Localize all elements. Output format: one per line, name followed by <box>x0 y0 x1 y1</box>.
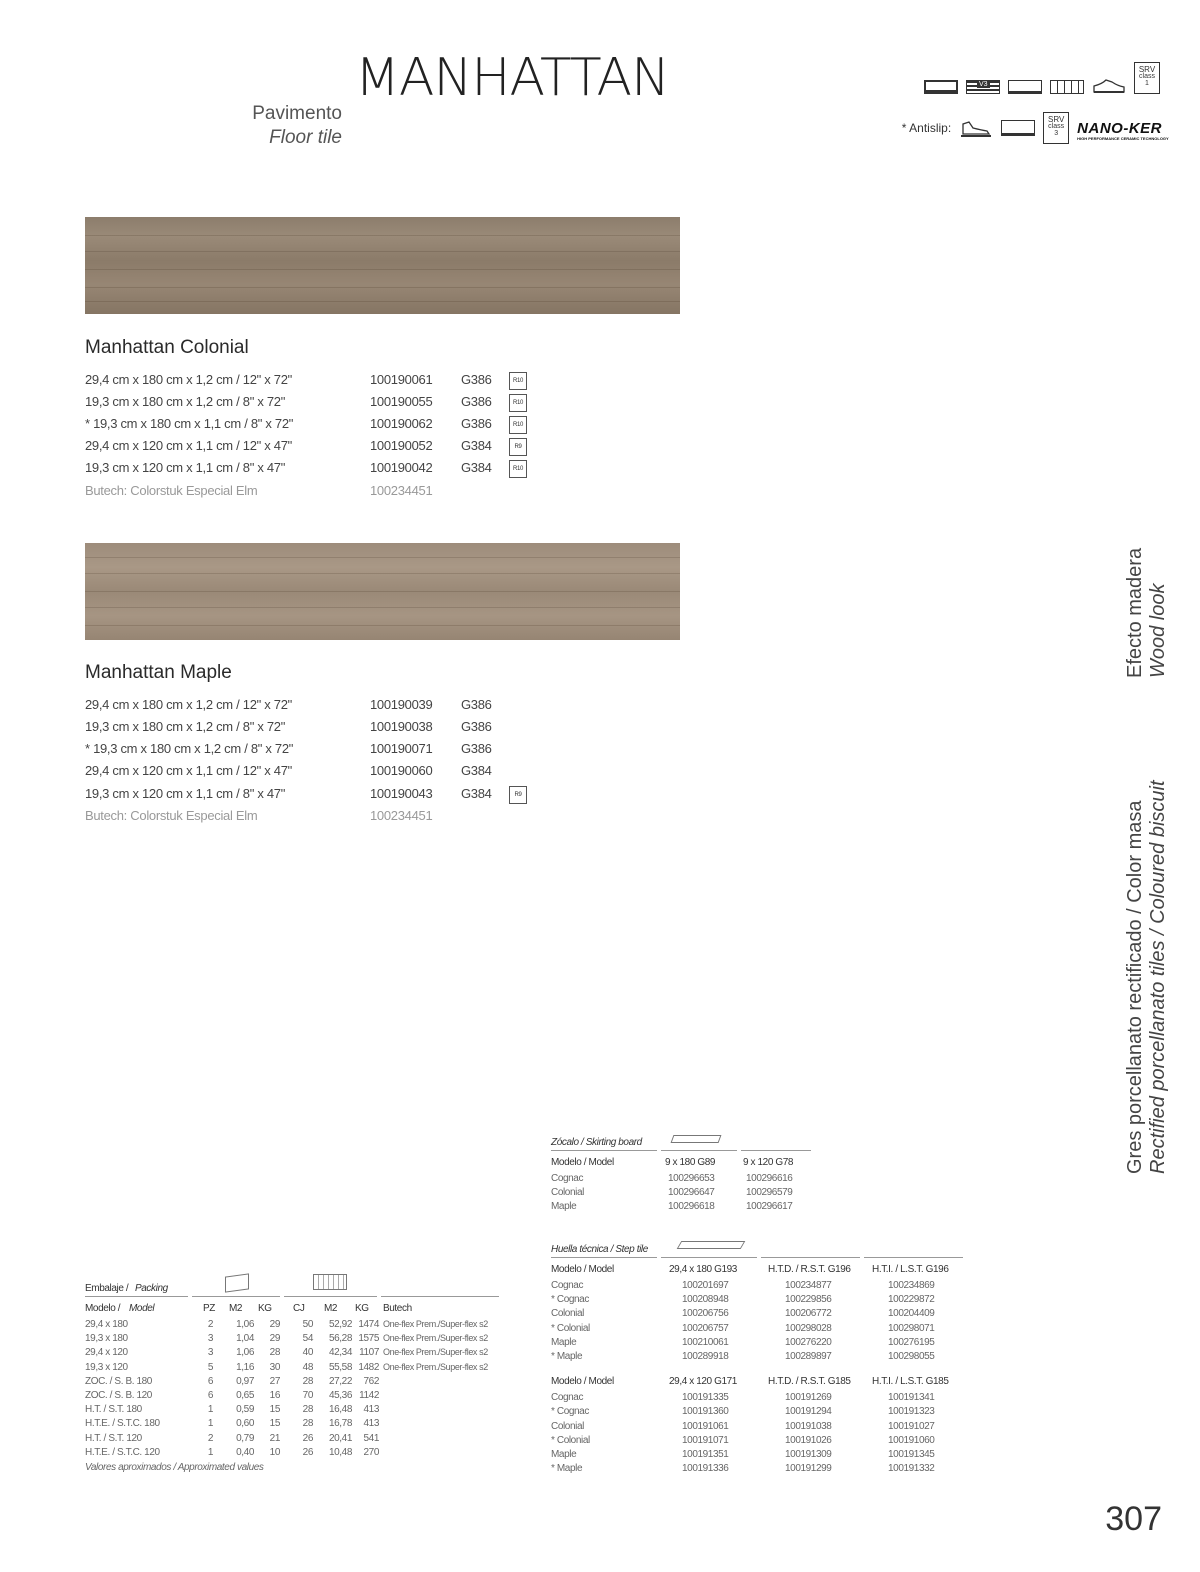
subtitle-es: Pavimento <box>252 103 342 124</box>
packing-row: H.T. / S.T. 120 2 0,79 21 26 20,41 541 <box>85 1432 379 1444</box>
step-row: Maple 100210061 100276220 100276195 <box>551 1336 935 1348</box>
packing-row: H.T. / S.T. 180 1 0,59 15 28 16,48 413 <box>85 1404 379 1416</box>
wall-panel-icon <box>1050 80 1084 94</box>
packing-header: Modelo / Model PZ M2 KG CJ M2 KG Butech <box>85 1303 412 1314</box>
step-header: Modelo / Model 29,4 x 120 G171 H.T.D. / R.S.T. G185 H.T.I. / L.S.T. G185 <box>551 1376 949 1388</box>
antislip-row <box>901 112 1169 144</box>
step-tile-shape-icon <box>677 1241 746 1249</box>
packing-row: H.T.E. / S.T.C. 120 1 0,40 10 26 10,48 270 <box>85 1446 379 1458</box>
step-header: Modelo / Model 29,4 x 180 G193 H.T.D. / R.S.T. G196 H.T.I. / L.S.T. G196 <box>551 1264 949 1275</box>
slip-rating-badge: R10 <box>509 372 527 390</box>
nanoker-logo: NANO-KER HIGH PERFORMANCE CERAMIC TECHNOLOGY <box>1077 119 1169 141</box>
butech-row: Butech: Colorstuk Especial Elm 100234451 <box>85 808 433 823</box>
packing-row: 19,3 x 120 5 1,16 30 48 55,58 1482 One-flex Prem./Super-flex s2 <box>85 1361 488 1373</box>
subtitle-en: Floor tile <box>269 127 342 148</box>
skirting-header: Modelo / Model 9 x 180 G89 9 x 120 G78 <box>551 1157 794 1168</box>
packing-row: ZOC. / S. B. 120 6 0,65 16 70 45,36 1142 <box>85 1390 379 1401</box>
packing-row: 29,4 x 120 3 1,06 28 40 42,34 1107 One-flex Prem./Super-flex s2 <box>85 1347 488 1359</box>
step-row: * Colonial 100191071 100191026 100191060 <box>551 1434 935 1446</box>
skirting-row: Colonial 100296647 100296579 <box>551 1187 793 1199</box>
side-label-body: Gres porcellanato rectificado / Color masa Rectified porcellanato tiles / Coloured biscuit <box>1124 780 1169 1174</box>
packing-footnote: Valores aproximados / Approximated values <box>85 1462 264 1473</box>
step-row: * Colonial 100206757 100298028 100298071 <box>551 1322 935 1334</box>
shoe-traffic-icon <box>1092 78 1126 94</box>
slip-rating-badge: R10 <box>509 416 527 434</box>
antislip-label: * Antislip: <box>901 121 952 135</box>
product-row: 29,4 cm x 120 cm x 1,1 cm / 12" x 47" 100190052 G384 R9 <box>85 438 545 460</box>
product-row: * 19,3 cm x 180 cm x 1,1 cm / 8" x 72" 100190062 G386 R10 <box>85 416 545 438</box>
packing-table: Embalaje / Packing Modelo / Model PZ M2 KG CJ M2 KG Butech 29,4 x 180 2 1,06 29 50 52,92 1474 One-flex Prem./Super-flex s2 19,3 x 180 3 1,04 29 54 56,28 1575 One-flex Prem./Super-flex s2 29,4 x 120 3 1,06 28 40 42,34 1107 One-flex Prem./Super-flex s2 19,3 x 120 5 1,16 30 48 55,58 1482 One-flex Prem./Super-flex s2 ZOC. / S. B. 180 6 0,97 27 28 27,22 762 ZOC. / S. B. 120 6 0,65 16 70 45,36 1142 H.T. / S.T. 180 1 0,59 15 28 16,48 413 H.T.E. / S.T.C. 180 1 0,60 15 28 16,78 413 H.T. / S.T. 120 2 0,79 21 26 20,41 541 H.T.E. / S.T.C. 120 1 0,40 10 26 10,48 270 Valores aproximados / Approximated values <box>85 1270 500 1480</box>
step-row: Cognac 100191335 100191269 100191341 <box>551 1392 935 1404</box>
v3-variation-icon: V3 <box>966 80 1000 94</box>
step-row: * Cognac 100208948 100229856 100229872 <box>551 1294 935 1306</box>
pallet-icon <box>313 1274 347 1290</box>
rectified-edge-icon <box>924 80 958 94</box>
srv-class-1-icon: SRV class 1 <box>1134 62 1160 94</box>
packing-row: ZOC. / S. B. 180 6 0,97 27 28 27,22 762 <box>85 1375 379 1387</box>
product-row: 19,3 cm x 180 cm x 1,2 cm / 8" x 72" 100190038 G386 <box>85 719 492 734</box>
page-number: 307 <box>1105 1500 1162 1538</box>
antislip-shoe-icon <box>959 118 993 138</box>
product-row: 29,4 cm x 180 cm x 1,2 cm / 12" x 72" 100190061 G386 R10 <box>85 372 545 394</box>
skirting-board-icon <box>671 1135 722 1143</box>
feature-icons <box>924 62 1160 94</box>
product-row: 19,3 cm x 120 cm x 1,1 cm / 8" x 47" 100190043 G384 R9 <box>85 786 545 808</box>
step-title: Huella técnica / Step tile <box>551 1244 648 1255</box>
step-row: * Cognac 100191360 100191294 100191323 <box>551 1406 935 1418</box>
side-label-look: Efecto madera Wood look <box>1124 547 1169 678</box>
slip-rating-badge: R9 <box>509 438 527 456</box>
step-row: * Maple 100289918 100289897 100298055 <box>551 1351 935 1362</box>
series-title-colonial: Manhattan Colonial <box>85 337 249 358</box>
step-tile-table <box>551 1237 966 1482</box>
butech-row: Butech: Colorstuk Especial Elm 100234451 <box>85 483 433 498</box>
srv-class-3-icon: SRV class 3 <box>1043 112 1069 144</box>
tile-image-maple <box>85 543 680 640</box>
slip-rating-badge: R9 <box>509 786 527 804</box>
packing-row: 29,4 x 180 2 1,06 29 50 52,92 1474 One-flex Prem./Super-flex s2 <box>85 1319 488 1330</box>
box-icon <box>225 1273 249 1292</box>
series-title-maple: Manhattan Maple <box>85 662 232 683</box>
thin-slab-icon <box>1008 80 1042 94</box>
step-row: Colonial 100206756 100206772 100204409 <box>551 1308 935 1320</box>
slip-rating-badge: R10 <box>509 394 527 412</box>
product-row: 19,3 cm x 120 cm x 1,1 cm / 8" x 47" 100190042 G384 R10 <box>85 460 545 482</box>
skirting-row: Maple 100296618 100296617 <box>551 1201 793 1213</box>
product-row: 29,4 cm x 120 cm x 1,1 cm / 12" x 47" 100190060 G384 <box>85 763 492 778</box>
slip-rating-badge: R10 <box>509 460 527 478</box>
packing-row: H.T.E. / S.T.C. 180 1 0,60 15 28 16,78 413 <box>85 1418 379 1430</box>
page-title: MANHATTAN <box>355 48 670 108</box>
product-row: 19,3 cm x 180 cm x 1,2 cm / 8" x 72" 100190055 G386 R10 <box>85 394 545 416</box>
step-row: * Maple 100191336 100191299 100191332 <box>551 1463 935 1475</box>
step-row: Cognac 100201697 100234877 100234869 <box>551 1280 935 1291</box>
packing-row: 19,3 x 180 3 1,04 29 54 56,28 1575 One-flex Prem./Super-flex s2 <box>85 1333 488 1345</box>
step-row: Colonial 100191061 100191038 100191027 <box>551 1420 935 1432</box>
skirting-title: Zócalo / Skirting board <box>551 1137 642 1148</box>
step-row: Maple 100191351 100191309 100191345 <box>551 1449 935 1460</box>
product-row: 29,4 cm x 180 cm x 1,2 cm / 12" x 72" 100190039 G386 <box>85 697 492 712</box>
tile-image-colonial <box>85 217 680 314</box>
product-row: * 19,3 cm x 180 cm x 1,2 cm / 8" x 72" 100190071 G386 <box>85 741 492 756</box>
step-tile-icon <box>1001 120 1035 136</box>
skirting-table <box>551 1130 811 1220</box>
skirting-row: Cognac 100296653 100296616 <box>551 1173 793 1184</box>
